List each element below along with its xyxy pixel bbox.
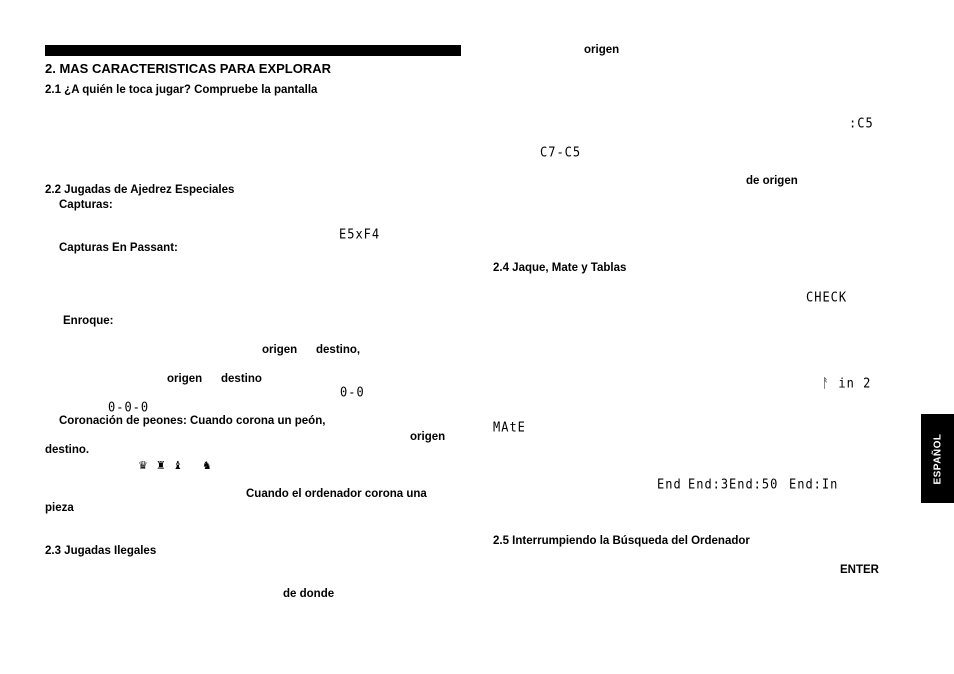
origen-word: origen (584, 44, 620, 56)
end3-lcd-display: End:3 (688, 476, 730, 492)
move-lcd-display: C7-C5 (540, 144, 582, 160)
language-tab-label: ESPAÑOL (932, 432, 943, 485)
subsection-title-2-4: 2.4 Jaque, Mate y Tablas (493, 262, 627, 274)
subsection-title-2-5: 2.5 Interrumpiendo la Búsqueda del Ordenador (493, 535, 750, 547)
pieza-word: pieza (45, 502, 74, 514)
origen-word: origen (167, 373, 203, 385)
capture-lcd-display: :C5 (849, 115, 874, 131)
castle-long-lcd-display: 0-0-0 (108, 399, 150, 415)
destino-word: destino. (45, 444, 90, 456)
enroque-label: Enroque: (63, 315, 114, 327)
subsection-title-2-2: 2.2 Jugadas de Ajedrez Especiales (45, 184, 235, 196)
end50-lcd-display: End:50 (729, 476, 779, 492)
de-donde-text: de donde (283, 588, 335, 600)
capturas-label: Capturas: (59, 199, 113, 211)
destino-word: destino (221, 373, 262, 385)
destino-word: destino, (316, 344, 361, 356)
queen-icon: ♛ (138, 459, 148, 472)
capture-lcd-display: E5xF4 (339, 226, 381, 242)
knight-icon: ♞ (202, 459, 212, 472)
computer-promotes-text: Cuando el ordenador corona una (246, 488, 427, 500)
coronacion-text: Coronación de peones: Cuando corona un peón, (59, 415, 326, 427)
mate-lcd-display: MAtE (493, 419, 526, 435)
endin-lcd-display: End:In (789, 476, 839, 492)
rook-icon: ♜ (156, 459, 166, 472)
end-lcd-display: End (657, 476, 682, 492)
section-title: 2. MAS CARACTERISTICAS PARA EXPLORAR (45, 61, 332, 76)
subsection-title-2-1: 2.1 ¿A quién le toca jugar? Compruebe la pantalla (45, 84, 318, 96)
castle-short-lcd-display: 0-0 (340, 384, 365, 400)
section-header-bar (45, 45, 461, 56)
check-lcd-display: CHECK (806, 289, 848, 305)
bishop-icon: ♝ (173, 459, 183, 472)
subsection-title-2-3: 2.3 Jugadas Ilegales (45, 545, 157, 557)
origen-word: origen (410, 431, 446, 443)
language-tab (921, 414, 954, 503)
origen-word: origen (262, 344, 298, 356)
en-passant-label: Capturas En Passant: (59, 242, 178, 254)
mate-in-lcd-display: ᚨ in 2 (822, 375, 872, 391)
enter-key-label: ENTER (840, 564, 879, 576)
de-origen-text: de origen (746, 175, 798, 187)
